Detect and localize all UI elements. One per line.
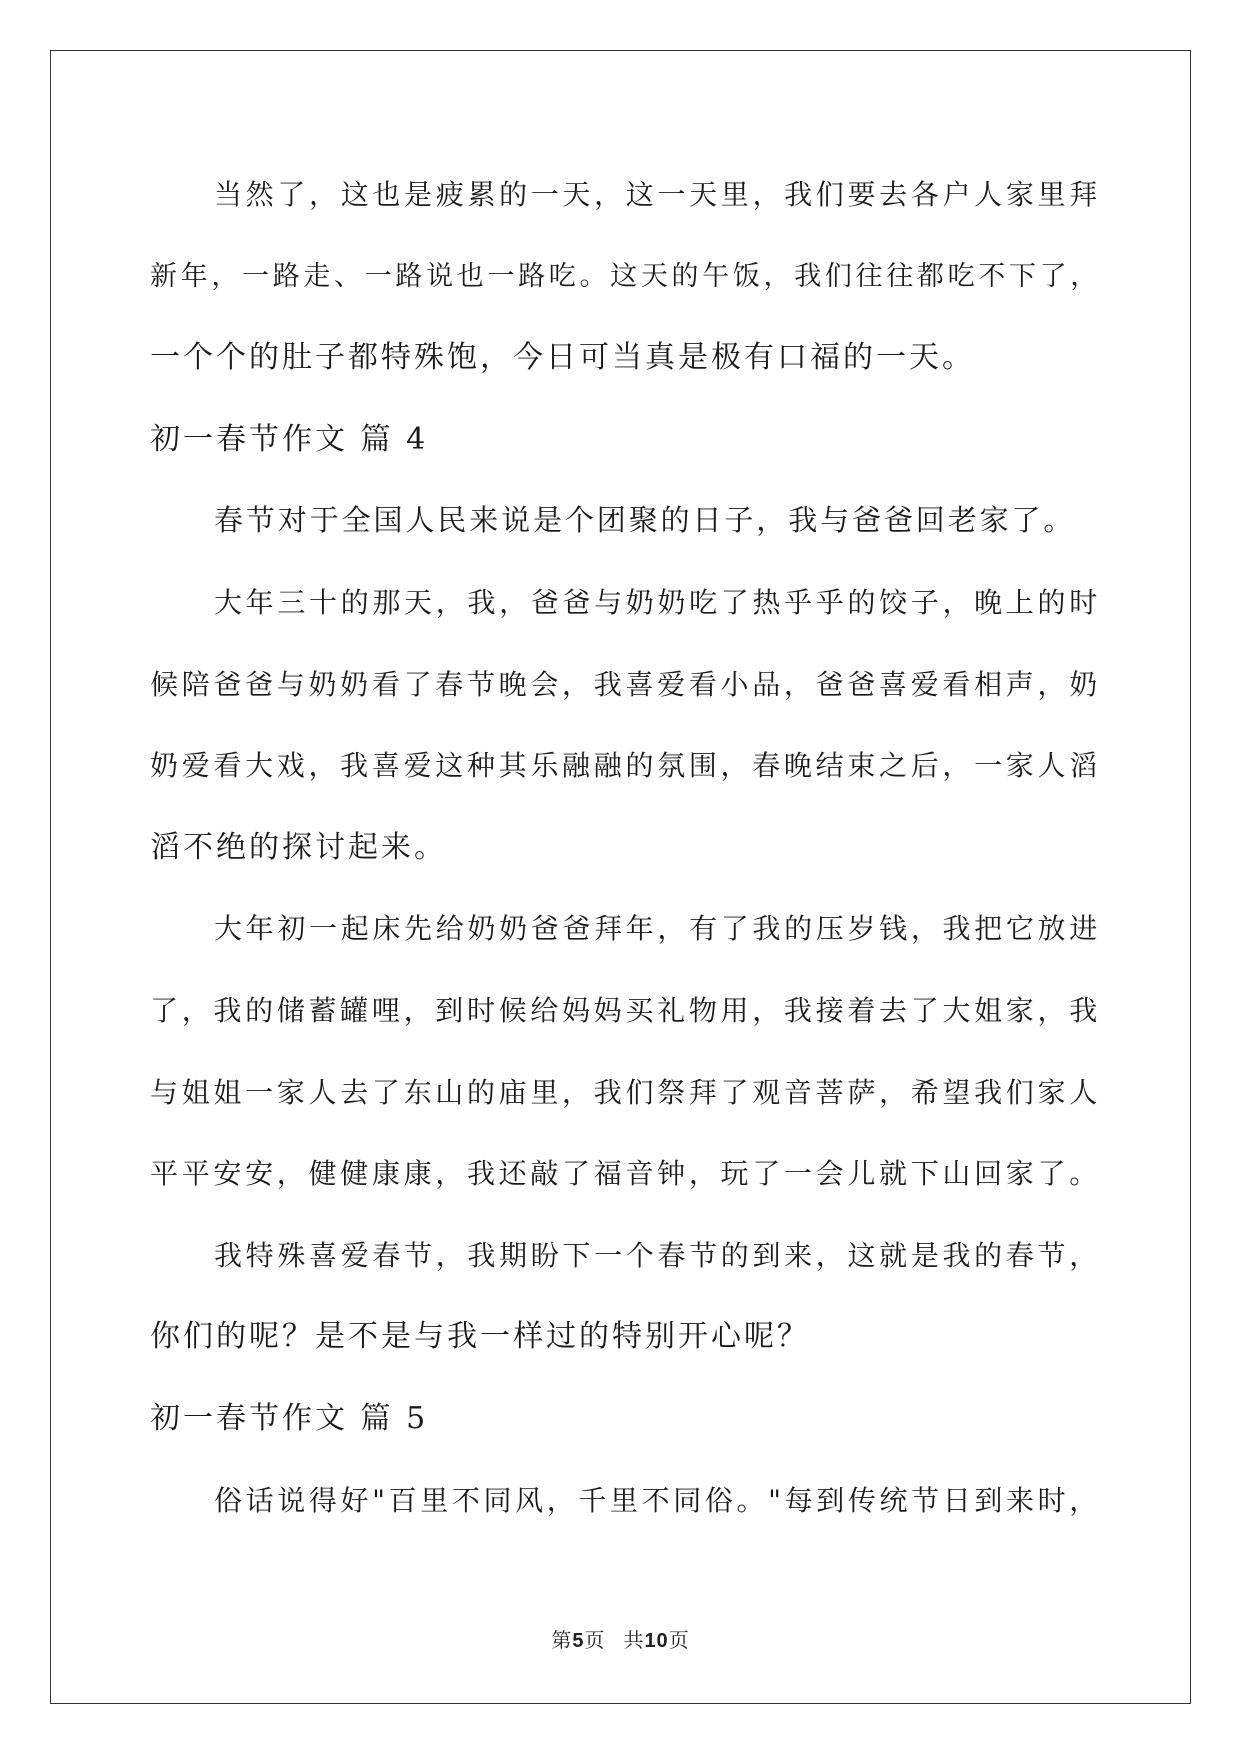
text-line: 当然了，这也是疲累的一天，这一天里，我们要去各户人家里拜 <box>214 178 1100 211</box>
text-line: 滔不绝的探讨起来。 <box>150 829 447 865</box>
text-line: 你们的呢？是不是与我一样过的特别开心呢？ <box>150 1319 810 1355</box>
section-heading: 初一春节作文 篇 5 <box>150 1400 429 1436</box>
page-footer <box>0 1624 1241 1653</box>
text-line: 与姐姐一家人去了东山的庙里，我们祭拜了观音菩萨，希望我们家人 <box>150 1075 1100 1109</box>
text-line: 我特殊喜爱春节，我期盼下一个春节的到来，这就是我的春节， <box>214 1238 1100 1272</box>
text-line: 大年三十的那天，我，爸爸与奶奶吃了热乎乎的饺子，晚上的时 <box>214 585 1100 619</box>
total-prefix: 共 <box>623 1628 645 1652</box>
text-line: 一个个的肚子都特殊饱，今日可当真是极有口福的一天。 <box>150 340 975 376</box>
text-line: 候陪爸爸与奶奶看了春节晚会，我喜爱看小品，爸爸喜爱看相声，奶 <box>150 667 1100 701</box>
text-line: 俗话说得好"百里不同风，千里不同俗。"每到传统节日到来时， <box>214 1483 1100 1517</box>
page-prefix: 第 <box>551 1628 573 1652</box>
text-line: 春节对于全国人民来说是个团聚的日子，我与爸爸回老家了。 <box>214 503 1076 538</box>
text-line: 奶爱看大戏，我喜爱这种其乐融融的氛围，春晚结束之后，一家人滔 <box>150 749 1100 783</box>
total-suffix: 页 <box>668 1628 690 1652</box>
text-line: 了，我的储蓄罐哩，到时候给妈妈买礼物用，我接着去了大姐家，我 <box>150 993 1100 1027</box>
section-heading: 初一春节作文 篇 4 <box>150 421 429 457</box>
text-line: 平平安安，健健康康，我还敲了福音钟，玩了一会儿就下山回家了。 <box>150 1157 1100 1191</box>
text-line: 大年初一起床先给奶奶爸爸拜年，有了我的压岁钱，我把它放进 <box>214 912 1100 946</box>
text-line: 新年，一路走、一路说也一路吃。这天的午饭，我们往往都吃不下了， <box>150 260 1100 292</box>
current-page-number: 5 <box>572 1630 585 1652</box>
page-suffix: 页 <box>584 1628 606 1652</box>
document-body <box>150 154 1100 1541</box>
total-page-number: 10 <box>644 1630 669 1652</box>
